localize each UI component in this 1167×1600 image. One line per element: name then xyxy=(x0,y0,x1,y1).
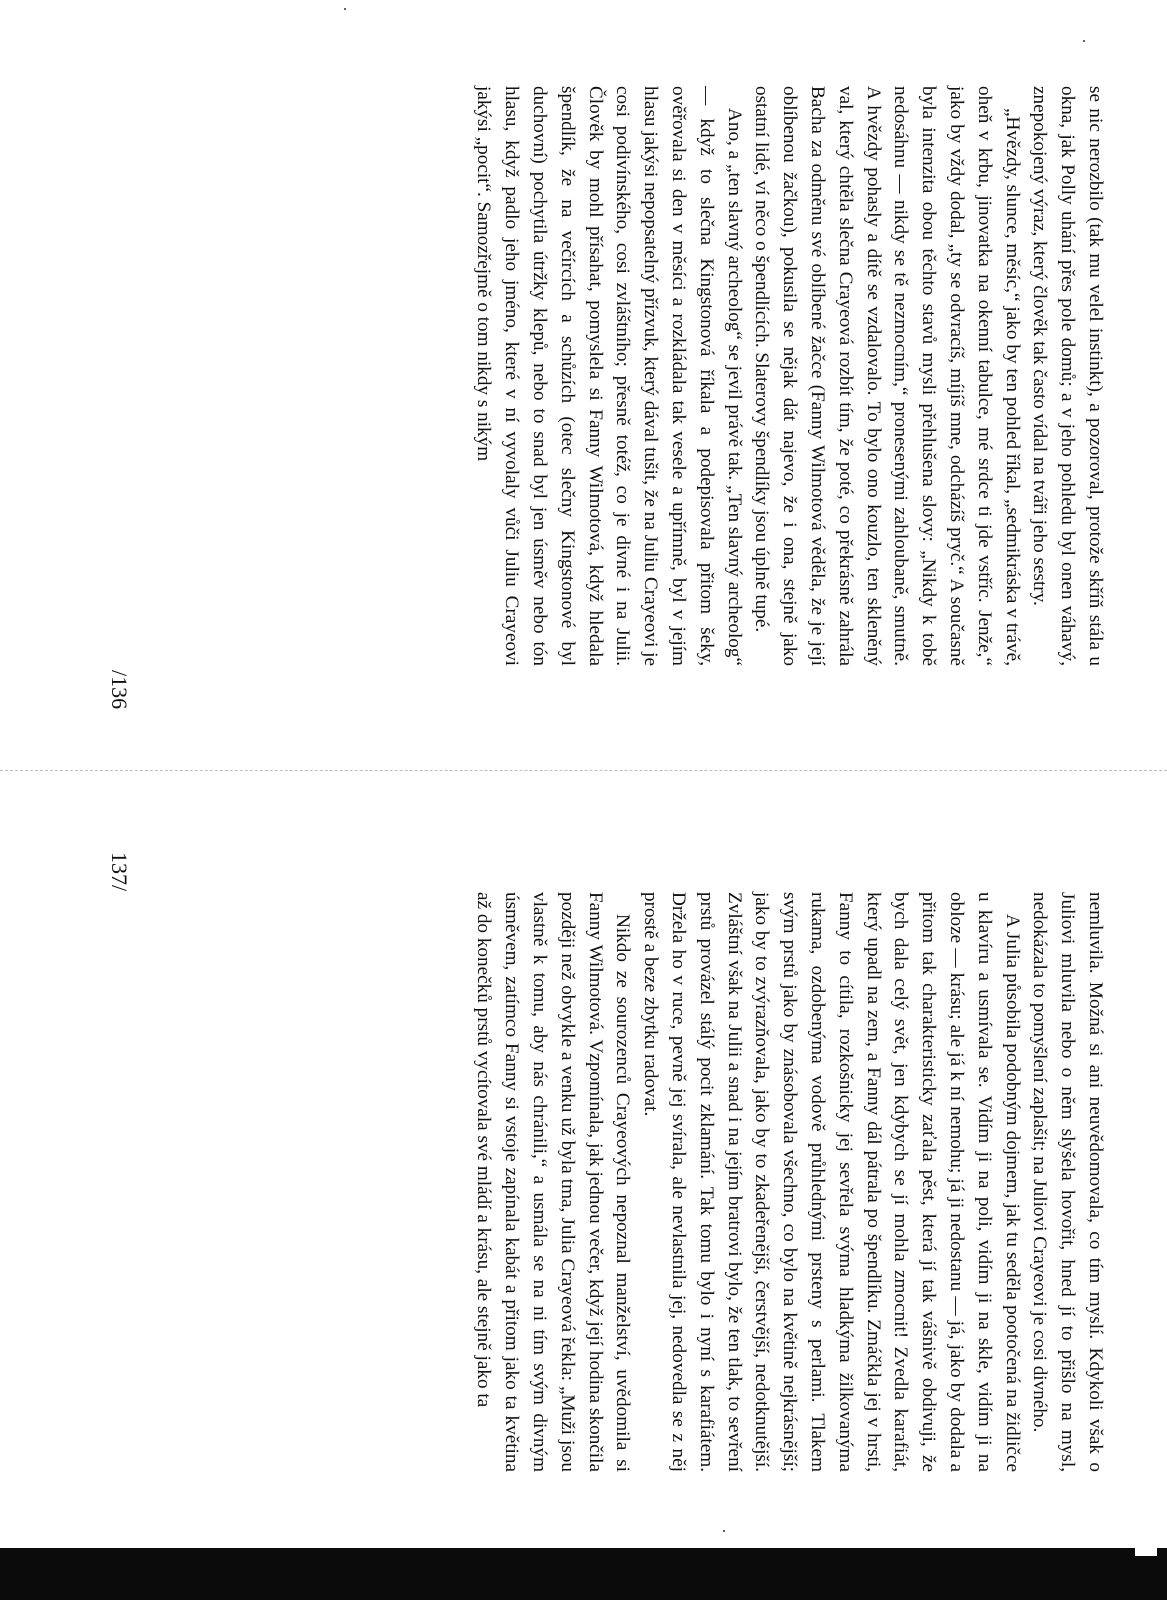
left-page: se nic nerozbilo (tak mu velel instinkt), a pozoroval, protože skříň stála u okna, jak Polly uhání přes pole domů; a v jeho pohledu byl onen váhavý, znepokojený výraz, který člověk tak často vídal na tváři jeho sestry. „Hvězdy, slunce, měsíc,“ jako by ten pohled říkal, „sedmikráska v trávě, oheň v krbu, jinovatka na okenní tabulce, mé srdce ti jde vstříc. Jenže,“ jako by vždy dodal, „ty se odvracíš, míjíš mne, odcházíš pryč.“ A současně byla intenzita obou těchto stavů mysli přehlušena slovy: „Nikdy k tobě nedosáhnu — nikdy se tě nezmocním,“ pronesenými zahloubaně, smutně. A hvězdy pohasly a dítě se vzdalovalo. To bylo ono kouzlo, ten skleněný val, který chtěla slečna Crayeová rozbít tím, že poté, co překrásně zahrála Bacha za odměnu své oblíbené žačce (Fanny Wilmotová věděla, že je její oblíbenou žačkou), pokusila se nějak dát najevo, že i ona, stejně jako ostatní lidé, ví něco o špendlících. Slaterovy špendlíky jsou úplně tupé. Ano, a „ten slavný archeolog“ se jevil právě tak. „Ten slavný archeolog“ — když to slečna Kingstonová říkala a podepisovala přitom šeky, ověřovala si den v měsíci a rozkládala tak vesele a upřímně, byl v jejím hlasu jakýsi nepopsatelný přízvuk, který dával tušit, že na Juliu Crayeovi je cosi podivínského, cosi zvláštního; přesně totéž, co je divné i na Julii. Člověk by mohl přísahat, pomyslela si Fanny Wilmotová, když hledala špendlík, že na večírcích a schůzích (otec slečny Kingstonové byl duchovní) pochytila útržky klepů, nebo to snad byl jen úsměv nebo tón hlasu, když padlo jeho jméno, které v ní vyvolaly vůči Juliu Crayeovi jakýsi „pocit“. Samozřejmě o tom nikdy s nikým /136 xyxy=(0,0,1167,800)
paragraph: „Hvězdy, slunce, měsíc,“ jako by ten pohled říkal, „sedmikráska v trávě, oheň v krbu, jinovatka na okenní tabulce, mé srdce ti jde vstříc. Jenže,“ jako by vždy dodal, „ty se odvracíš, míjíš mne, odcházíš pryč.“ A současně byla intenzita obou těchto stavů mysli přehlušena slovy: „Nikdy k tobě nedosáhnu — nikdy se tě nezmocním,“ pronesenými zahloubaně, smutně. A hvězdy pohasly a dítě se vzdalovalo. To bylo ono kouzlo, ten skleněný val, který chtěla slečna Crayeová rozbít tím, že poté, co překrásně zahrála Bacha za odměnu své oblíbené žačce (Fanny Wilmotová věděla, že je její oblíbenou žačkou), pokusila se nějak dát najevo, že i ona, stejně jako ostatní lidé, ví něco o špendlících. Slaterovy špendlíky jsou úplně tupé. xyxy=(751,86,1023,666)
paragraph: se nic nerozbilo (tak mu velel instinkt), a pozoroval, protože skříň stála u okna, jak Polly uhání přes pole domů; a v jeho pohledu byl onen váhavý, znepokojený výraz, který člověk tak často vídal na tváři jeho sestry. xyxy=(1029,86,1106,666)
left-page-text xyxy=(470,86,1109,666)
paragraph: nemluvila. Možná si ani neuvědomovala, co tím myslí. Kdykoli však o Juliovi mluvila nebo o něm slyšela hovořit, hned jí to přišlo na mysl, nedokázala to pomyšlení zaplašit; na Juliovi Crayeovi je cosi divného. xyxy=(1029,892,1106,1472)
scan-edge-mark xyxy=(1135,1548,1157,1556)
scan-edge-shadow xyxy=(0,1548,1167,1600)
scan-speck xyxy=(1083,40,1085,42)
gutter-divider xyxy=(0,770,1167,772)
right-page: nemluvila. Možná si ani neuvědomovala, co tím myslí. Kdykoli však o Juliovi mluvila nebo o něm slyšela hovořit, hned jí to přišlo na mysl, nedokázala to pomyšlení zaplašit; na Juliovi Crayeovi je cosi divného. A Julia působila podobným dojmem, jak tu seděla pootočená na židličce u klavíru a usmívala se. Vidím ji na poli, vidím ji na skle, vidím ji na obloze — krásu; ale já k ní nemohu; já ji nedostanu — já, jako by dodala a přitom tak charakteristicky zaťala pěst, která jí tak vášnivě obdivuji, že bych dala celý svět, jen kdybych se jí mohla zmocnit! Zvedla karafiát, který upadl na zem, a Fanny dál pátrala po špendlíku. Zmáčkla jej v hrsti, Fanny to cítila, rozkošnicky jej sevřela svýma hladkýma žilkovanýma rukama, ozdobenýma vodově průhlednými prsteny s perlami. Tlakem svým prstů jako by znásobovala všechno, co bylo na květině nejkrásnější; jako by to zvýrazňovala, jako by to zkadeřenější, čerstvější, nedotknutější. Zvláštní však na Julii a snad i na jejím bratrovi bylo, že ten tlak, to sevření prstů provázel stálý pocit zklamání. Tak tomu bylo i nyní s karafiátem. Držela ho v ruce, pevně jej svírala, ale nevlastnila jej, nedovedla se z něj prostě a beze zbytku radovat. Nikdo ze sourozenců Crayeových nepoznal manželství, uvědomila si Fanny Wilmotová. Vzpomínala, jak jednou večer, když její hodina skončila později než obvykle a venku už byla tma, Julia Crayeová řekla: „Muži jsou vlastně k tomu, aby nás chránili,“ a usmála se na ni tím svým divným úsměvem, zatímco Fanny si vstoje zapínala kabát a přitom jako ta květina až do konečků prstů vycítovala své mládí a krásu, ale stejně jako ta 137/ xyxy=(0,800,1167,1600)
scan-speck xyxy=(344,8,346,10)
paragraph: A Julia působila podobným dojmem, jak tu seděla pootočená na židličce u klavíru a usmívala se. Vidím ji na poli, vidím ji na skle, vidím ji na obloze — krásu; ale já k ní nemohu; já ji nedostanu — já, jako by dodala a přitom tak charakteristicky zaťala pěst, která jí tak vášnivě obdivuji, že bych dala celý svět, jen kdybych se jí mohla zmocnit! Zvedla karafiát, který upadl na zem, a Fanny dál pátrala po špendlíku. Zmáčkla jej v hrsti, Fanny to cítila, rozkošnicky jej sevřela svýma hladkýma žilkovanýma rukama, ozdobenýma vodově průhlednými prsteny s perlami. Tlakem svým prstů jako by znásobovala všechno, co bylo na květině nejkrásnější; jako by to zvýrazňovala, jako by to zkadeřenější, čerstvější, nedotknutější. Zvláštní však na Julii a snad i na jejím bratrovi bylo, že ten tlak, to sevření prstů provázel stálý pocit zklamání. Tak tomu bylo i nyní s karafiátem. Držela ho v ruce, pevně jej svírala, ale nevlastnila jej, nedovedla se z něj prostě a beze zbytku radovat. xyxy=(640,892,1023,1472)
right-page-text xyxy=(470,892,1109,1472)
scan-speck xyxy=(723,1530,725,1532)
paragraph: Nikdo ze sourozenců Crayeových nepoznal manželství, uvědomila si Fanny Wilmotová. Vzpomínala, jak jednou večer, když její hodina skončila později než obvykle a venku už byla tma, Julia Crayeová řekla: „Muži jsou vlastně k tomu, aby nás chránili,“ a usmála se na ni tím svým divným úsměvem, zatímco Fanny si vstoje zapínala kabát a přitom jako ta květina až do konečků prstů vycítovala své mládí a krásu, ale stejně jako ta xyxy=(473,892,634,1472)
paragraph: Ano, a „ten slavný archeolog“ se jevil právě tak. „Ten slavný archeolog“ — když to slečna Kingstonová říkala a podepisovala přitom šeky, ověřovala si den v měsíci a rozkládala tak vesele a upřímně, byl v jejím hlasu jakýsi nepopsatelný přízvuk, který dával tušit, že na Juliu Crayeovi je cosi podivínského, cosi zvláštního; přesně totéž, co je divné i na Julii. Člověk by mohl přísahat, pomyslela si Fanny Wilmotová, když hledala špendlík, že na večírcích a schůzích (otec slečny Kingstonové byl duchovní) pochytila útržky klepů, nebo to snad byl jen úsměv nebo tón hlasu, když padlo jeho jméno, které v ní vyvolaly vůči Juliu Crayeovi jakýsi „pocit“. Samozřejmě o tom nikdy s nikým xyxy=(473,86,745,666)
